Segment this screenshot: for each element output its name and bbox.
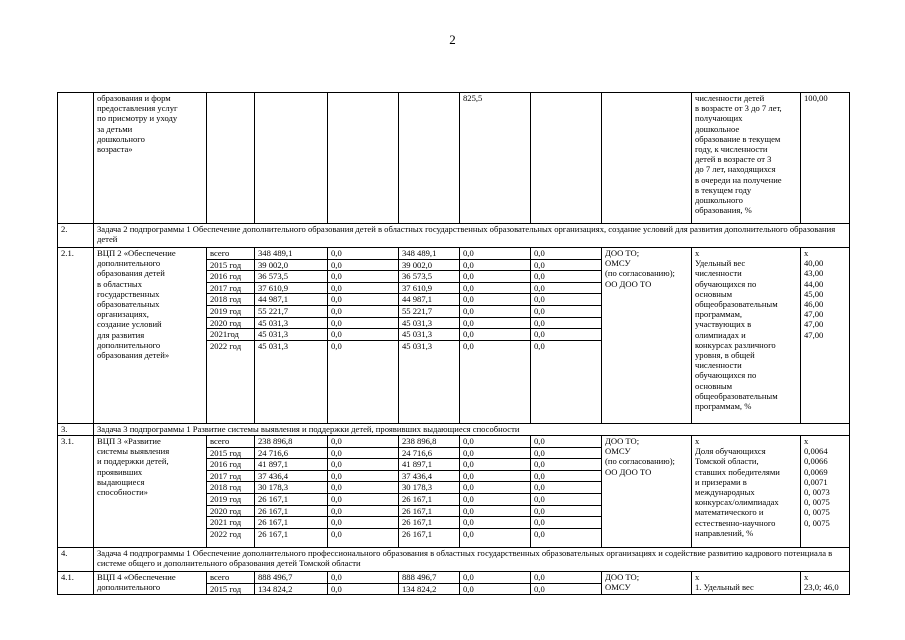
local-column: 0,0 0,0 0,0 0,0 0,0 0,0 0,0 0,0 0,0	[460, 248, 531, 424]
indicator-value: х 40,00 43,00 44,00 45,00 46,00 47,00 47,00 47,00	[801, 248, 850, 424]
task-row	[58, 548, 850, 572]
total-column: 238 896,8 24 716,6 41 897,1 37 436,4 30 178,3 26 167,1 26 167,1 26 167,1 26 167,1	[255, 436, 328, 548]
row-number: 3.	[58, 424, 94, 436]
measure-name: ВЦП 4 «Обеспечение дополнительного	[94, 572, 207, 595]
row-number: 2.	[58, 224, 94, 248]
indicator-text: х 1. Удельный вес	[692, 572, 801, 595]
row-number: 2.1.	[58, 248, 94, 424]
regional-column: 888 496,7 134 824,2	[399, 572, 460, 595]
table-row	[58, 248, 850, 424]
regional-column: 238 896,8 24 716,6 41 897,1 37 436,4 30 178,3 26 167,1 26 167,1 26 167,1 26 167,1	[399, 436, 460, 548]
task-heading: Задача 3 подпрограммы 1 Развитие системы выявления и поддержки детей, проявивших выдающиеся способности	[94, 424, 850, 436]
local-column: 0,0 0,0	[460, 572, 531, 595]
federal-column: 0,0 0,0 0,0 0,0 0,0 0,0 0,0 0,0 0,0	[328, 436, 399, 548]
other-column: 0,0 0,0 0,0 0,0 0,0 0,0 0,0 0,0 0,0	[531, 436, 602, 548]
other-column: 0,0 0,0 0,0 0,0 0,0 0,0 0,0 0,0 0,0	[531, 248, 602, 424]
task-heading: Задача 4 подпрограммы 1 Обеспечение дополнительного профессионального образования в областных государственных образовательных организациях и содействие развитию кадрового потенциала в системе общего и дополнительного образования детей Томской области	[94, 548, 850, 572]
amount-cell: 825,5	[460, 93, 531, 224]
page-number: 2	[449, 32, 456, 47]
measure-name: ВЦП 3 «Развитие системы выявления и поддержки детей, проявивших выдающиеся способности»	[94, 436, 207, 548]
table-row	[58, 93, 850, 224]
task-row	[58, 424, 850, 436]
table-row	[58, 572, 850, 595]
row-number	[58, 93, 94, 224]
year-column: всего 2015 год 2016 год 2017 год 2018 год 2019 год 2020 год 2021 год 2022 год	[207, 436, 255, 548]
program-table	[57, 92, 850, 595]
table-row	[58, 436, 850, 548]
year-column: всего 2015 год 2016 год 2017 год 2018 год 2019 год 2020 год 2021год 2022 год	[207, 248, 255, 424]
indicator-value: х 0,0064 0,0066 0,0069 0,0071 0, 0073 0, 0075 0, 0075 0, 0075	[801, 436, 850, 548]
indicator-text: х Доля обучающихся Томской области, ставших победителями и призерами в международных конкурсах/олимпиадах математического и естественно-научного направлений, %	[692, 436, 801, 548]
executor-text: ДОО ТО; ОМСУ	[602, 572, 692, 595]
year-column: всего 2015 год	[207, 572, 255, 595]
measure-name: ВЦП 2 «Обеспечение дополнительного образования детей в областных государственных образовательных организациях, создание условий для развития дополнительного образования детей»	[94, 248, 207, 424]
indicator-value: х 23,0; 46,0	[801, 572, 850, 595]
federal-column: 0,0 0,0 0,0 0,0 0,0 0,0 0,0 0,0 0,0	[328, 248, 399, 424]
executor-text: ДОО ТО; ОМСУ (по согласованию); ОО ДОО ТО	[602, 248, 692, 424]
task-row	[58, 224, 850, 248]
indicator-text: численности детей в возрасте от 3 до 7 лет, получающих дошкольное образование в текущем году, к численности детей в возрасте от 3 до 7 лет, находящихся в очереди на получение в текущем году дошкольного образования, %	[692, 93, 801, 224]
measure-name: образования и форм предоставления услуг по присмотру и уходу за детьми дошкольного возраста»	[94, 93, 207, 224]
total-column: 888 496,7 134 824,2	[255, 572, 328, 595]
total-column: 348 489,1 39 002,0 36 573,5 37 610,9 44 987,1 55 221,7 45 031,3 45 031,3 45 031,3	[255, 248, 328, 424]
row-number: 4.1.	[58, 572, 94, 595]
indicator-text: х Удельный вес численности обучающихся по основным общеобразовательным программам, участвующих в олимпиадах и конкурсах различного уровня, в общей численности обучающихся по основным общеобразовательным программам, %	[692, 248, 801, 424]
executor-text: ДОО ТО; ОМСУ (по согласованию); ОО ДОО ТО	[602, 436, 692, 548]
indicator-value: 100,00	[801, 93, 850, 224]
row-number: 3.1.	[58, 436, 94, 548]
row-number: 4.	[58, 548, 94, 572]
other-column: 0,0 0,0	[531, 572, 602, 595]
task-heading: Задача 2 подпрограммы 1 Обеспечение дополнительного образования детей в областных государственных образовательных организациях, создание условий для развития дополнительного образования детей	[94, 224, 850, 248]
local-column: 0,0 0,0 0,0 0,0 0,0 0,0 0,0 0,0 0,0	[460, 436, 531, 548]
regional-column: 348 489,1 39 002,0 36 573,5 37 610,9 44 987,1 55 221,7 45 031,3 45 031,3 45 031,3	[399, 248, 460, 424]
federal-column: 0,0 0,0	[328, 572, 399, 595]
